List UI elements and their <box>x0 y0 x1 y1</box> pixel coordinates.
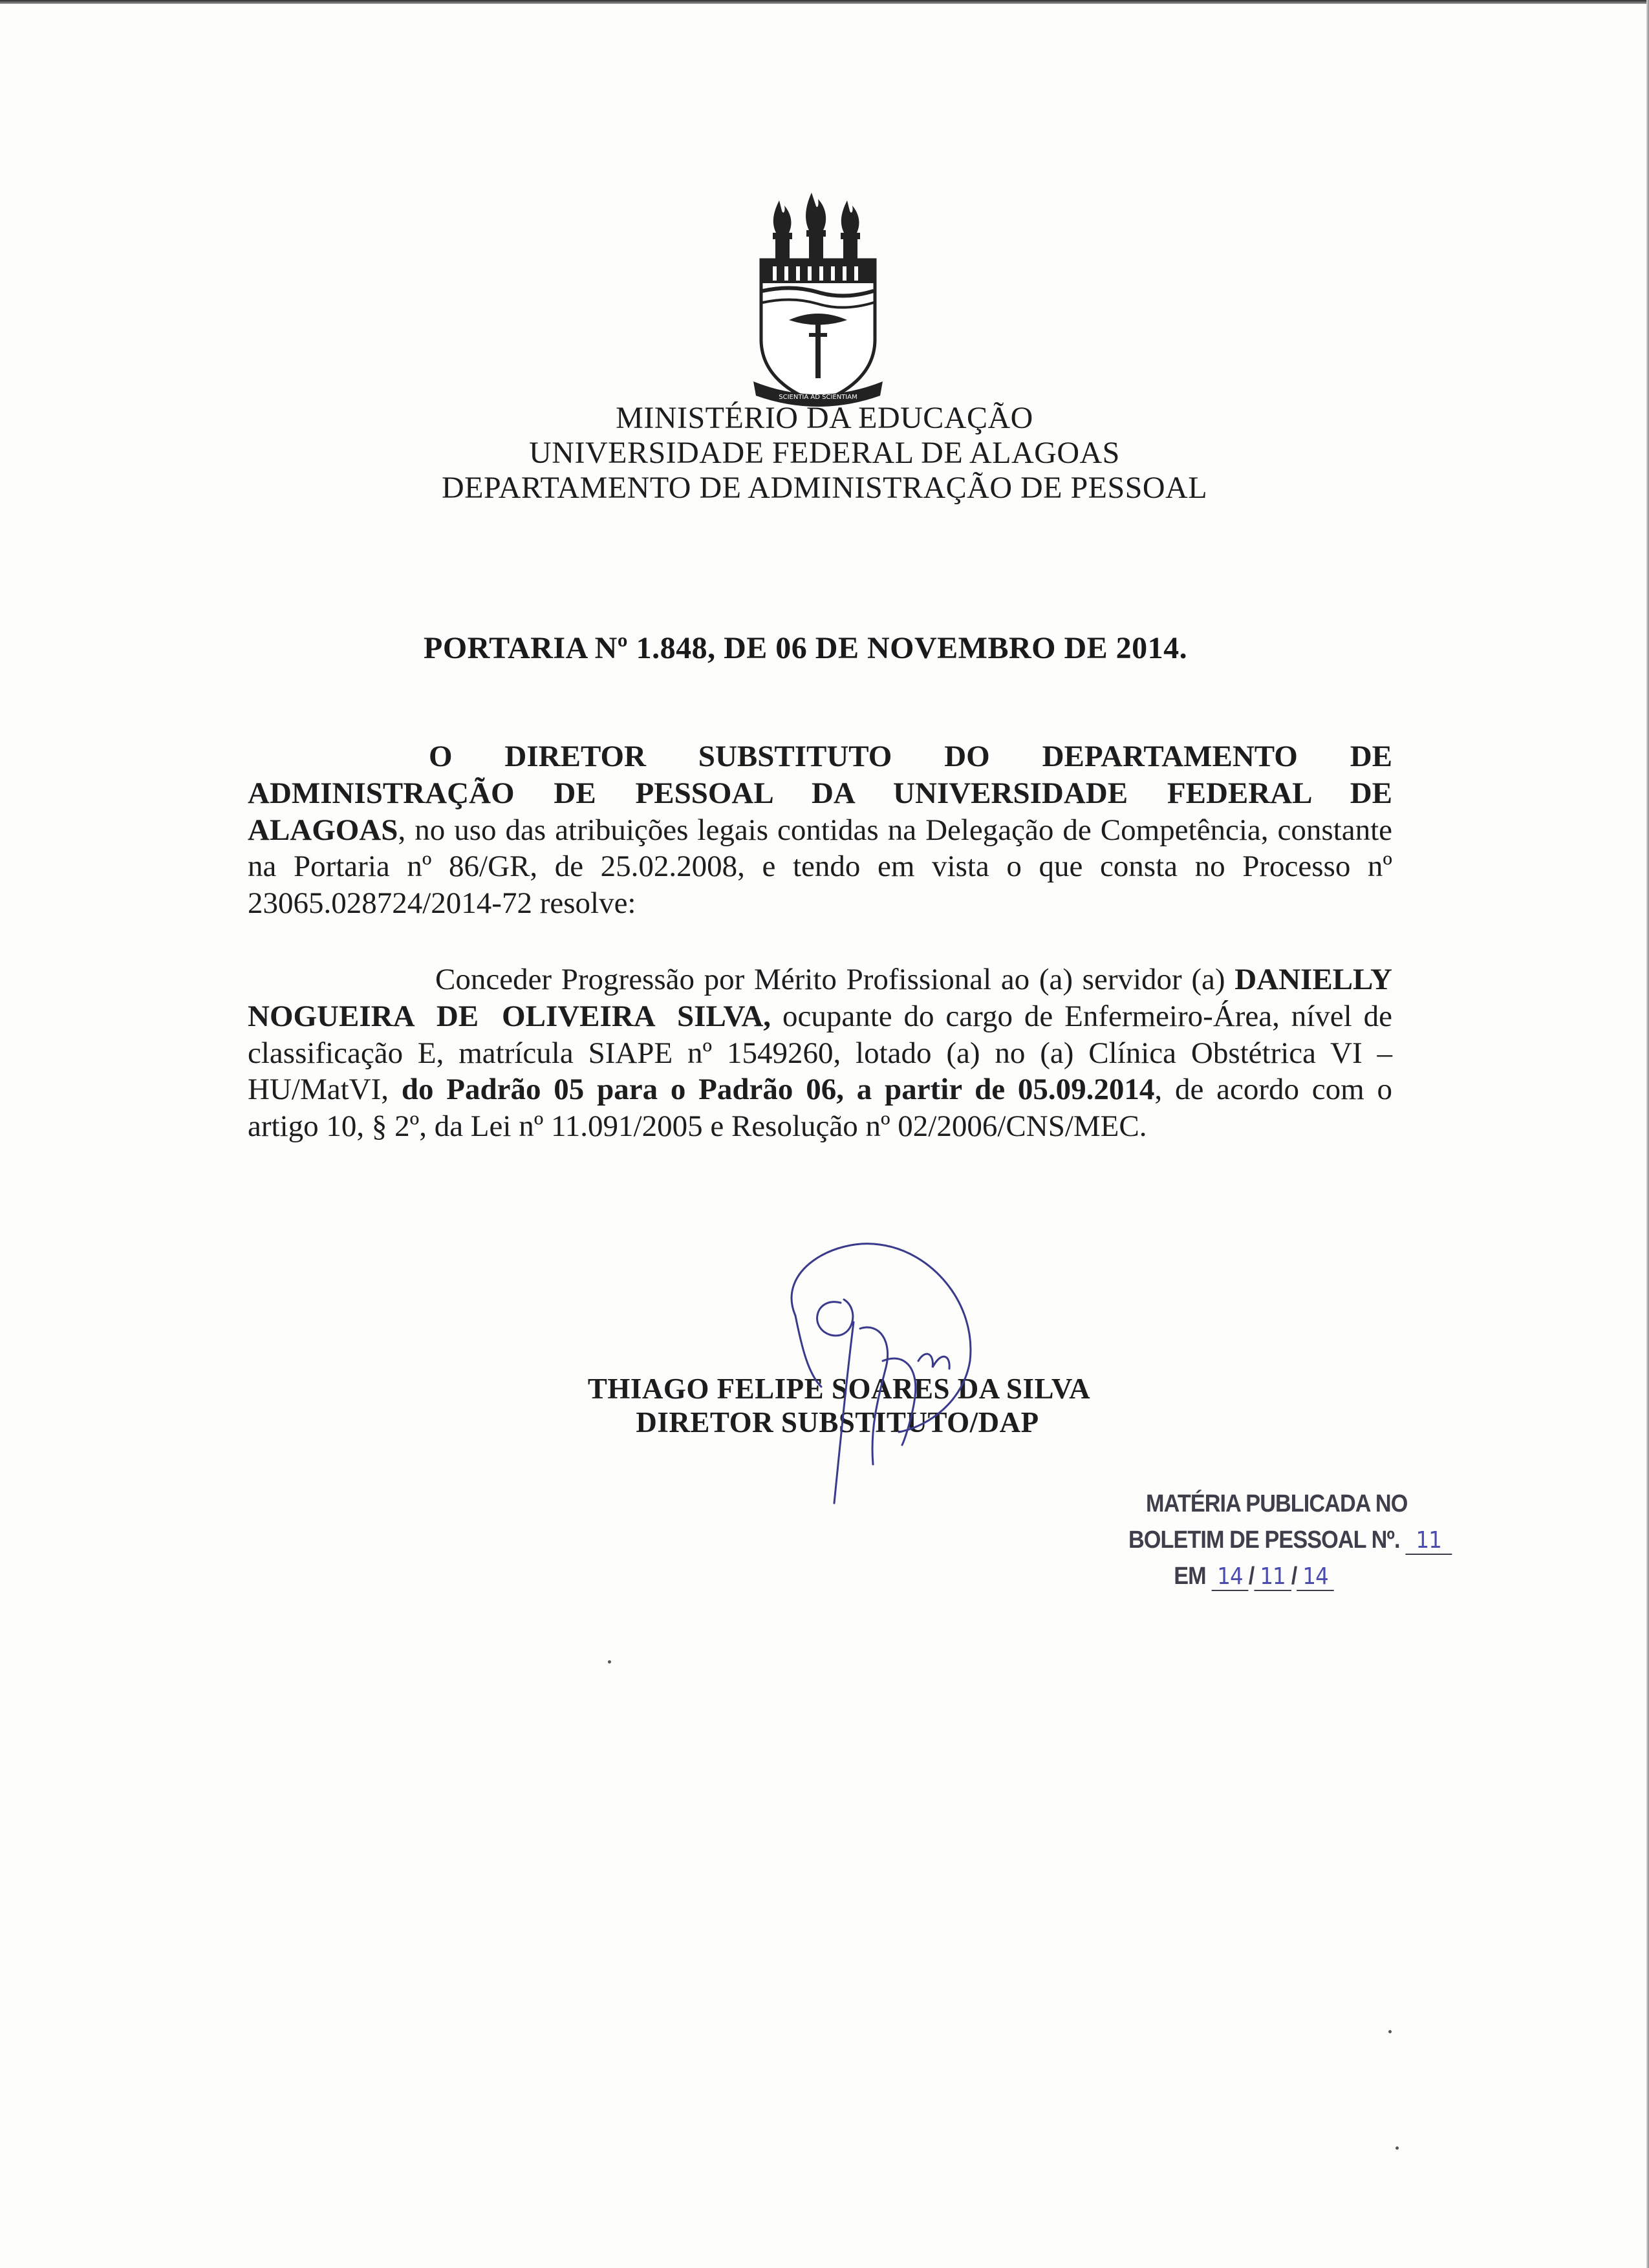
stamp-boletim-number: 11 <box>1405 1528 1452 1555</box>
stamp-date-day: 14 <box>1211 1564 1248 1591</box>
signatory-name: THIAGO FELIPE SOARES DA SILVA <box>587 1373 1091 1405</box>
svg-text:SCIENTIA AD SCIENTIAM: SCIENTIA AD SCIENTIAM <box>779 394 857 401</box>
portaria-title: PORTARIA Nº 1.848, DE 06 DE NOVEMBRO DE 2014. <box>424 631 1188 665</box>
stamp-date-label: EM <box>1174 1563 1206 1590</box>
header-ministry: MINISTÉRIO DA EDUCAÇÃO <box>616 401 1033 435</box>
stamp-line-date <box>1128 1558 1431 1594</box>
resolution-intro: Conceder Progressão por Mérito Profissional ao (a) servidor (a) <box>435 963 1235 996</box>
scan-speck <box>608 1660 611 1664</box>
handwritten-signature-icon <box>757 1232 989 1535</box>
stamp-date-sep-1: / <box>1248 1563 1255 1590</box>
header-university: UNIVERSIDADE FEDERAL DE ALAGOAS <box>529 436 1120 470</box>
stamp-date-sep-2: / <box>1291 1563 1297 1590</box>
stamp-line-boletim <box>1128 1522 1441 1558</box>
progression-change: do Padrão 05 para o Padrão 06, a partir de 05.09.2014 <box>401 1073 1155 1107</box>
scan-speck <box>1388 2030 1392 2033</box>
preamble-text: , no uso das atribuições legais contidas na Delegação de Competência, constante na Portaria nº 86/GR, de 25.02.2008, e tendo em vista o que consta no Processo nº 23065.028724/2014-72 resolve: <box>248 813 1392 921</box>
resolution-end: , de acordo com o artigo 10, § 2º, da Lei nº 11.091/2005 e Resolução nº 02/2006/CNS/MEC. <box>248 1073 1393 1144</box>
stamp-boletim-label: BOLETIM DE PESSOAL Nº. <box>1128 1526 1400 1554</box>
resolution-paragraph <box>248 961 1392 1145</box>
servant-name: DANIELLY NOGUEIRA DE OLIVEIRA SILVA, <box>248 963 1392 1033</box>
document-header <box>0 401 1649 506</box>
preamble-paragraph <box>248 738 1392 922</box>
scan-top-edge <box>0 0 1649 4</box>
scan-speck <box>1396 2146 1399 2150</box>
publication-stamp <box>1128 1486 1465 1594</box>
stamp-date-month: 11 <box>1254 1564 1291 1591</box>
stamp-date-year: 14 <box>1297 1564 1333 1591</box>
signatory-role: DIRETOR SUBSTITUTO/DAP <box>636 1406 1039 1439</box>
header-department: DEPARTAMENTO DE ADMINISTRAÇÃO DE PESSOAL <box>441 471 1208 505</box>
preamble-bold-opening: O DIRETOR SUBSTITUTO DO DEPARTAMENTO DE ADMINISTRAÇÃO DE PESSOAL DA UNIVERSIDADE FEDERAL DE ALAGOAS <box>248 740 1392 847</box>
scan-right-edge <box>1646 0 1649 2268</box>
stamp-line-published: MATÉRIA PUBLICADA NO <box>1146 1490 1408 1517</box>
university-crest-icon <box>753 187 883 407</box>
resolution-middle: ocupante do cargo de Enfermeiro-Área, nível de classificação E, matrícula SIAPE nº 1549260, lotado (a) no (a) Clínica Obstétrica VI – HU/MatVI, <box>248 999 1392 1107</box>
